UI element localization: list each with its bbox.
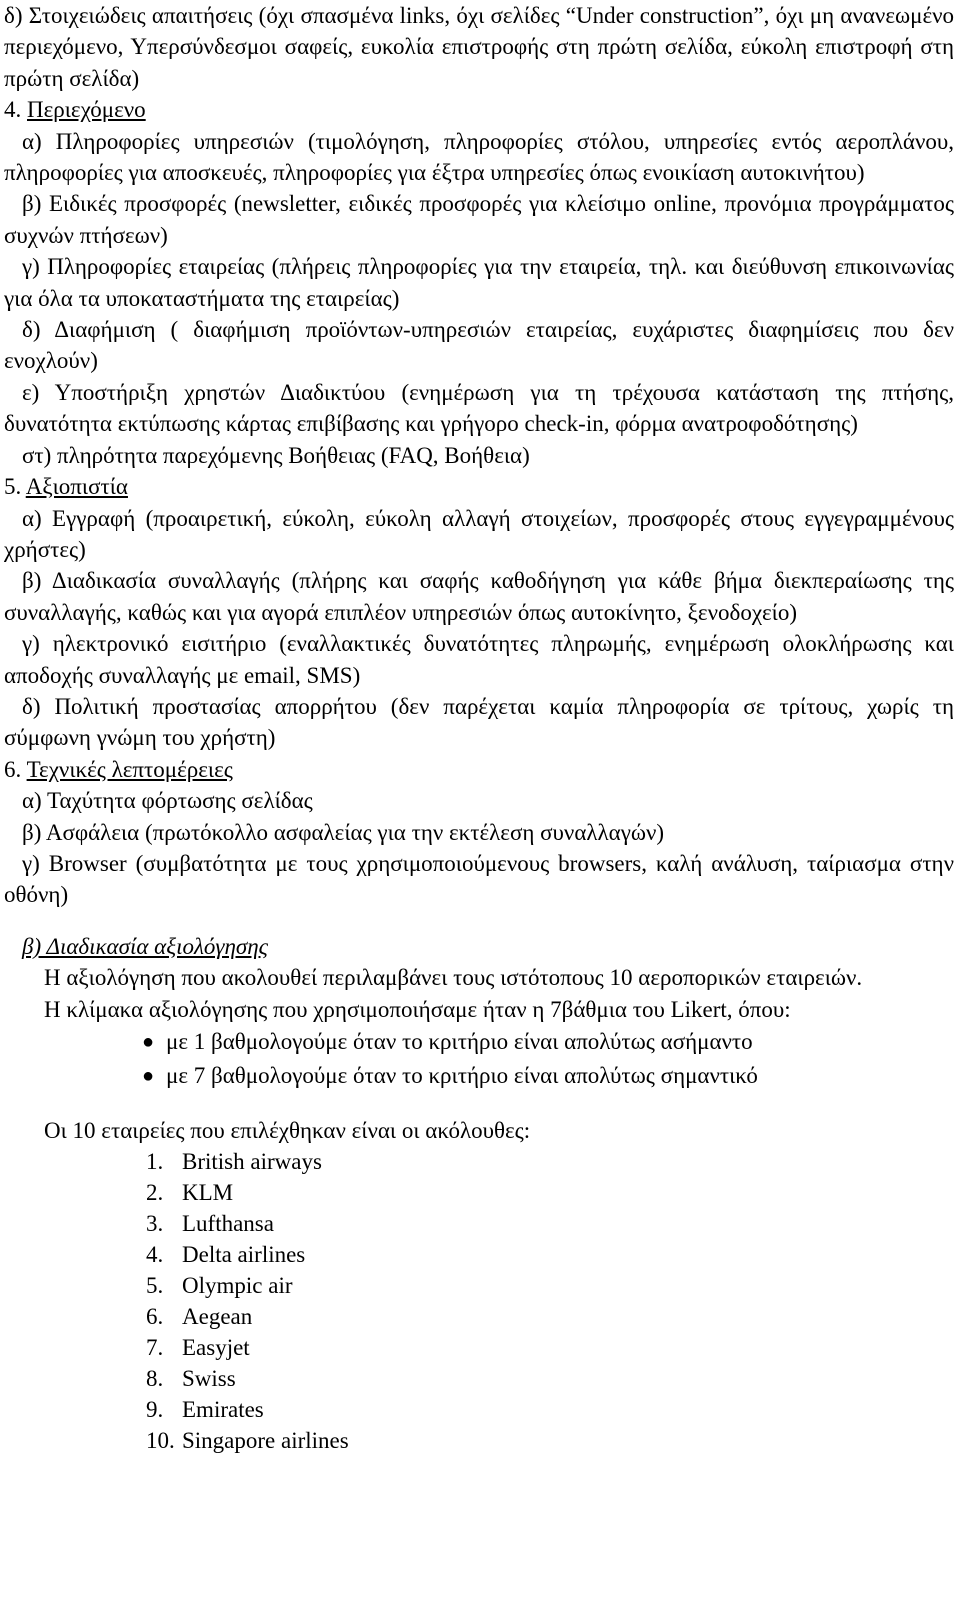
company-name: Easyjet	[182, 1335, 250, 1361]
section-4-title: Περιεχόμενο	[27, 97, 146, 123]
company-name: Singapore airlines	[182, 1428, 349, 1454]
companies-intro: Οι 10 εταιρείες που επιλέχθηκαν είναι οι ακόλουθες:	[44, 1118, 531, 1143]
list-number: 9.	[146, 1397, 164, 1423]
list-item	[4, 1394, 954, 1425]
section-5-item-c: γ) ηλεκτρονικό εισιτήριο (εναλλακτικές δυνατότητες πληρωμής, ενημέρωση ολοκλήρωσης και αποδοχής συναλλαγής με email, SMS)	[4, 631, 954, 688]
list-number: 1.	[146, 1149, 164, 1175]
section-5-item-b: β) Διαδικασία συναλλαγής (πλήρης και σαφής καθοδήγηση για κάθε βήμα διεκπεραίωσης της συναλλαγής, καθώς και για αγορά επιπλέον υπηρεσιών όπως αυτοκίνητο, ξενοδοχείο)	[4, 568, 954, 625]
list-item	[4, 1301, 954, 1332]
company-name: Emirates	[182, 1397, 264, 1423]
company-name: British airways	[182, 1149, 322, 1175]
company-name: Swiss	[182, 1366, 236, 1392]
list-number: 3.	[146, 1211, 164, 1237]
section-5-title: Αξιοπιστία	[25, 474, 128, 500]
list-item	[4, 1025, 954, 1059]
evaluation-process-heading	[4, 931, 954, 962]
company-name: Lufthansa	[182, 1211, 274, 1237]
company-name: Olympic air	[182, 1273, 293, 1299]
section-4-item-d: δ) Διαφήμιση ( διαφήμιση προϊόντων-υπηρεσιών εταιρείας, ευχάριστες διαφημίσεις που δεν ενοχλούν)	[4, 317, 954, 374]
section-5-heading	[4, 471, 954, 502]
list-item	[4, 1177, 954, 1208]
bullet-text: με 1 βαθμολογούμε όταν το κριτήριο είναι απολύτως ασήμαντο	[166, 1029, 753, 1054]
section-6-title: Τεχνικές λεπτομέρειες	[26, 756, 233, 782]
section-6-item-b: β) Ασφάλεια (πρωτόκολλο ασφαλείας για την εκτέλεση συναλλαγών)	[22, 819, 665, 845]
list-number: 4.	[146, 1242, 164, 1268]
section-4-heading	[4, 94, 954, 125]
bullet-text: με 7 βαθμολογούμε όταν το κριτήριο είναι απολύτως σημαντικό	[166, 1063, 758, 1088]
list-number: 8.	[146, 1366, 164, 1392]
section-4-number: 4.	[4, 97, 27, 123]
companies-list	[4, 1146, 954, 1456]
bullet-icon: ●	[142, 1031, 155, 1053]
basic-requirements-paragraph: δ) Στοιχειώδεις απαιτήσεις (όχι σπασμένα links, όχι σελίδες “Under construction”, όχι μη ανανεωμένο περιεχόμενο, Υπερσύνδεσμοι σαφείς, ευκολία επιστροφής στη πρώτη σελίδα, εύκολη επιστροφή στη πρώτη σελίδα)	[4, 3, 954, 91]
section-6-heading	[4, 754, 954, 785]
list-number: 5.	[146, 1273, 164, 1299]
list-number: 10.	[146, 1428, 175, 1454]
bullet-icon: ●	[142, 1065, 155, 1087]
list-number: 7.	[146, 1335, 164, 1361]
list-item	[4, 1239, 954, 1270]
section-5-number: 5.	[4, 474, 26, 500]
list-item	[4, 1059, 954, 1093]
section-5-item-d: δ) Πολιτική προστασίας απορρήτου (δεν παρέχεται καμία πληροφορία σε τρίτους, χωρίς τη σύμφωνη γνώμη του χρήστη)	[4, 693, 954, 751]
section-6-number: 6.	[4, 756, 27, 782]
section-spacer	[4, 911, 954, 931]
likert-bullet-list	[4, 1025, 954, 1093]
list-number: 2.	[146, 1180, 164, 1206]
list-item	[4, 1332, 954, 1363]
company-name: Aegean	[182, 1304, 253, 1330]
section-4-item-a: α) Πληροφορίες υπηρεσιών (τιμολόγηση, πληροφορίες στόλου, υπηρεσίες εντός αεροπλάνου, πληροφορίες για αποσκευές, πληροφορίες για έξτρα υπηρεσίες όπως ενοικίαση αυτοκινήτου)	[4, 128, 954, 186]
list-spacer	[4, 1093, 954, 1115]
section-5-item-a: α) Εγγραφή (προαιρετική, εύκολη, εύκολη αλλαγή στοιχείων, προσφορές στους εγγεγραμμένους χρήστες)	[4, 505, 954, 562]
list-item	[4, 1208, 954, 1239]
document-page	[4, 0, 954, 1456]
section-4-item-c: γ) Πληροφορίες εταιρείας (πλήρεις πληροφορίες για την εταιρεία, τηλ. και διεύθυνση επικοινωνίας για όλα τα υποκαταστήματα της εταιρείας)	[4, 254, 954, 311]
evaluation-paragraph-1: Η αξιολόγηση που ακολουθεί περιλαμβάνει τους ιστότοπους 10 αεροπορικών εταιρειών.	[44, 965, 863, 991]
section-6-item-a: α) Ταχύτητα φόρτωσης σελίδας	[22, 788, 313, 814]
company-name: Delta airlines	[182, 1242, 306, 1268]
list-item	[4, 1363, 954, 1394]
list-number: 6.	[146, 1304, 164, 1330]
list-item	[4, 1425, 954, 1456]
section-4-item-st: στ) πληρότητα παρεχόμενης Βοήθειας (FAQ, Βοήθεια)	[22, 442, 530, 468]
evaluation-paragraph-2: Η κλίμακα αξιολόγησης που χρησιμοποιήσαμε ήταν η 7βάθμια του Likert, όπου:	[44, 996, 791, 1022]
company-name: KLM	[182, 1180, 234, 1206]
section-6-item-c: γ) Browser (συμβατότητα με τους χρησιμοποιούμενους browsers, καλή ανάλυση, ταίριασμα στην οθόνη)	[4, 850, 954, 908]
list-item	[4, 1146, 954, 1177]
evaluation-process-title: β) Διαδικασία αξιολόγησης	[22, 933, 268, 959]
list-item	[4, 1270, 954, 1301]
section-4-item-e: ε) Υποστήριξη χρηστών Διαδικτύου (ενημέρωση για τη τρέχουσα κατάσταση της πτήσης, δυνατότητα εκτύπωσης κάρτας επιβίβασης και γρήγορο check-in, φόρμα ανατροφοδότησης)	[4, 379, 954, 437]
section-4-item-b: β) Ειδικές προσφορές (newsletter, ειδικές προσφορές για κλείσιμο online, προνόμια προγράμματος συχνών πτήσεων)	[4, 191, 954, 248]
